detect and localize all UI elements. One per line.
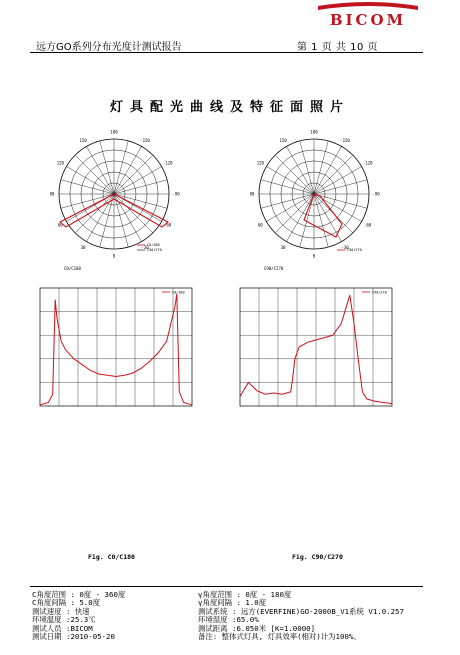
page-indicator: 第 1 页 共 10 页 bbox=[297, 42, 378, 53]
c-angle-interval: C角度间隔 : 5.0度 bbox=[32, 598, 101, 608]
polar-c0-spoke bbox=[100, 194, 114, 247]
polar-c90-tick-label: 180 bbox=[310, 129, 318, 135]
polar-c90-spoke bbox=[314, 180, 367, 194]
gamma-angle-range: γ角度范围 : 0度 - 180度 bbox=[198, 590, 292, 599]
polar-c90-tick-label: -30 bbox=[341, 245, 349, 251]
polar-c0-spoke bbox=[114, 141, 128, 194]
polar-c0-tick-label: 0 bbox=[112, 253, 116, 259]
polar-c0-tick-label: 150 bbox=[79, 137, 87, 143]
polar-c0-spoke bbox=[114, 194, 128, 247]
polar-c90-tick-label: 60 bbox=[257, 222, 263, 228]
page-title: 灯具配光曲线及特征面照片 bbox=[109, 100, 350, 115]
remarks: 备注: 整体式灯具, 灯具效率(相对)计为100%。 bbox=[198, 631, 361, 641]
polar-c0-tick-label: -90 bbox=[172, 191, 180, 197]
line-chart-c0 bbox=[24, 284, 200, 420]
test-speed: 测试速度 : 快速 bbox=[32, 606, 90, 616]
polar-c90-tick-label: 90 bbox=[249, 191, 255, 197]
polar-c90-spoke bbox=[287, 146, 315, 194]
polar-legend-c90: C90/270 bbox=[147, 248, 162, 252]
footer-divider bbox=[30, 586, 423, 587]
polar-c0-spoke bbox=[114, 180, 167, 194]
line-legend-c0: C0/180 bbox=[172, 290, 185, 295]
test-system: 测试系统 : 远方(EVERFINE)GO-2000B_V1系统 V1.0.257 bbox=[198, 606, 404, 616]
ambient-humidity: 环境湿度 :65.0% bbox=[198, 615, 259, 625]
polar-legend-c90b: C90/270 bbox=[347, 248, 362, 252]
polar-c0-spoke bbox=[61, 194, 114, 208]
polar-c90-spoke bbox=[314, 146, 342, 194]
polar-c90-tick-label: -90 bbox=[372, 191, 380, 197]
polar-c0-tick-label: 60 bbox=[57, 222, 63, 228]
test-info-left bbox=[32, 591, 125, 641]
polar-c90-tick-label: -120 bbox=[362, 160, 373, 166]
test-distance: 测试距离 :6.050米 [K=1.0000] bbox=[198, 623, 316, 633]
polar-chart-c0 bbox=[44, 124, 184, 274]
polar-c0-spoke bbox=[75, 155, 114, 194]
polar-c0-spoke bbox=[114, 194, 167, 208]
gamma-angle-interval: γ角度间隔 : 1.0度 bbox=[198, 598, 267, 608]
polar-c0-spoke bbox=[75, 194, 114, 233]
polar-c90-spoke bbox=[314, 155, 353, 194]
tester: 测试人员 :BICOM bbox=[32, 623, 93, 633]
polar-c90-spoke bbox=[275, 194, 314, 233]
polar-c0-tick-label: -120 bbox=[162, 160, 173, 166]
polar-legend-c0: C0/180 bbox=[147, 243, 160, 247]
polar-c0-spoke bbox=[66, 167, 114, 195]
test-date: 测试日期 :2010-05-20 bbox=[32, 631, 115, 641]
polar-c0-spoke bbox=[61, 180, 114, 194]
polar-c90-spoke bbox=[314, 167, 362, 195]
polar-c0-tick-label: -30 bbox=[141, 245, 149, 251]
polar-c0-tick-label: -150 bbox=[140, 137, 150, 143]
polar-c90-spoke bbox=[314, 194, 367, 208]
polar-c0-spoke bbox=[87, 146, 115, 194]
polar-c90-tick-label: 120 bbox=[256, 160, 264, 166]
line-legend-c90: C90/270 bbox=[372, 290, 387, 295]
polar-c90-tick-label: 150 bbox=[279, 137, 287, 143]
polar-c0-tick-label: 120 bbox=[56, 160, 64, 166]
polar-c90-spoke bbox=[287, 194, 315, 242]
polar-c90-spoke bbox=[261, 194, 314, 208]
c-angle-range: C角度范围 : 0度 - 360度 bbox=[32, 590, 126, 599]
polar-c0-tick-label: 90 bbox=[49, 191, 55, 197]
polar-c0-spoke bbox=[114, 155, 153, 194]
report-header-title: 远方GO系列分布光度计测试报告 bbox=[36, 42, 182, 53]
test-info-right bbox=[198, 591, 404, 641]
polar-c0-spoke bbox=[114, 167, 162, 195]
logo-text: BICOM bbox=[329, 11, 407, 29]
polar-c90-spoke bbox=[275, 155, 314, 194]
polar-c90-spoke bbox=[300, 141, 314, 194]
polar-c90-tick-label: -150 bbox=[340, 137, 350, 143]
polar-c90-tick-label: -60 bbox=[364, 222, 372, 228]
ambient-temperature: 环境温度 :25.3℃ bbox=[32, 615, 96, 625]
polar-c90-spoke bbox=[266, 194, 314, 222]
polar-c0-tick-label: -60 bbox=[164, 222, 172, 228]
polar-chart-c90 bbox=[244, 124, 384, 274]
figure-caption-c0: Fig. C0/C180 bbox=[88, 553, 135, 561]
polar-c90-tick-label: 30 bbox=[280, 245, 286, 251]
polar-c90-spoke bbox=[261, 180, 314, 194]
polar-c90-spoke bbox=[314, 141, 328, 194]
polar-c0-tick-label: 30 bbox=[80, 245, 86, 251]
polar-c0-spoke bbox=[100, 141, 114, 194]
polar-label-c90: C90/C270 bbox=[264, 266, 284, 271]
header-divider bbox=[30, 52, 423, 53]
polar-c0-spoke bbox=[114, 194, 153, 233]
figure-caption-c90: Fig. C90/C270 bbox=[292, 553, 343, 561]
polar-c90-spoke bbox=[300, 194, 314, 247]
polar-label-c0: C0/C180 bbox=[64, 266, 81, 271]
polar-c90-tick-label: 0 bbox=[312, 253, 316, 259]
bicom-logo bbox=[314, 2, 422, 32]
polar-c0-tick-label: 180 bbox=[110, 129, 118, 135]
polar-c0-spoke bbox=[114, 146, 142, 194]
polar-c90-spoke bbox=[266, 167, 314, 195]
line-chart-c90 bbox=[224, 284, 400, 420]
polar-c90-spoke bbox=[314, 194, 328, 247]
